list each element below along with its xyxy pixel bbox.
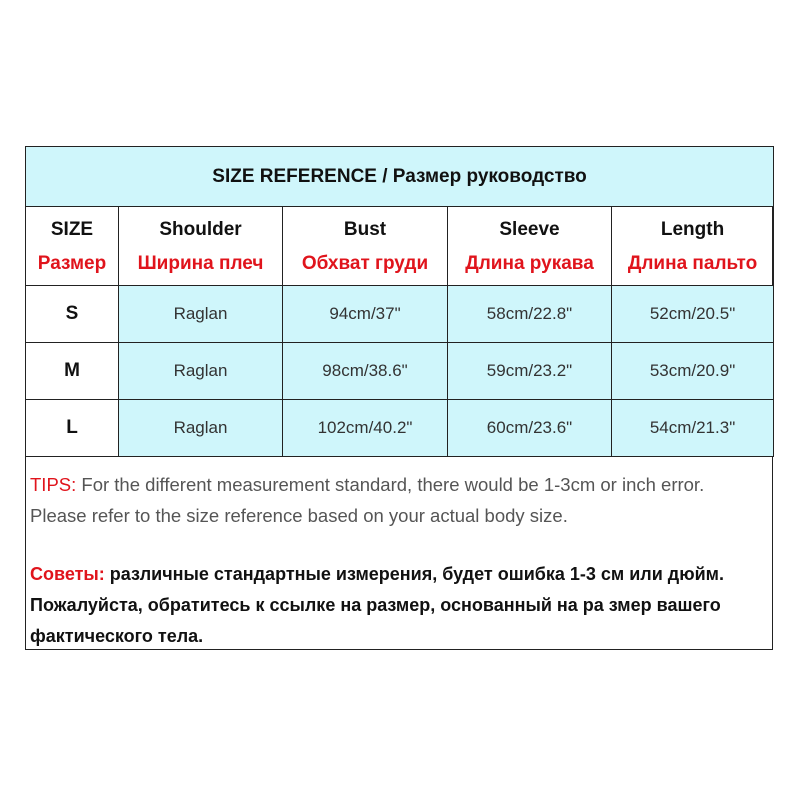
cell-shoulder: Raglan — [119, 400, 283, 457]
cell-shoulder: Raglan — [119, 286, 283, 343]
cell-sleeve: 59cm/23.2" — [448, 343, 612, 400]
table-title-row — [26, 147, 774, 207]
cell-length: 52cm/20.5" — [612, 286, 774, 343]
header-bust: Bust — [283, 207, 448, 248]
size-reference-table — [25, 146, 774, 457]
header-shoulder: Shoulder — [119, 207, 283, 248]
tips-text: For the different measurement standard, there would be 1-3cm or inch error. Please refer to the size reference based on your actual body size. — [30, 474, 705, 526]
cell-size: L — [26, 400, 119, 457]
header-sleeve: Sleeve — [448, 207, 612, 248]
cell-size: M — [26, 343, 119, 400]
cell-bust: 102cm/40.2" — [283, 400, 448, 457]
table-row — [26, 286, 774, 343]
sovety-text: различные стандартные измерения, будет ошибка 1-3 см или дюйм. Пожалуйста, обратитесь к ссылке на размер, основанный на ра змер вашего фактического тела. — [30, 564, 724, 646]
cell-bust: 94cm/37" — [283, 286, 448, 343]
cell-size: S — [26, 286, 119, 343]
cell-length: 53cm/20.9" — [612, 343, 774, 400]
table-row — [26, 400, 774, 457]
sovety-label: Советы: — [30, 564, 105, 584]
tips-label: TIPS: — [30, 474, 77, 495]
table-row — [26, 343, 774, 400]
cell-shoulder: Raglan — [119, 343, 283, 400]
tips-note — [30, 469, 765, 531]
header-size: SIZE — [26, 207, 119, 248]
cell-sleeve: 60cm/23.6" — [448, 400, 612, 457]
header-sleeve-ru: Длина рукава — [448, 247, 612, 286]
cell-length: 54cm/21.3" — [612, 400, 774, 457]
header-length: Length — [612, 207, 774, 248]
table-title: SIZE REFERENCE / Размер руководство — [26, 147, 774, 207]
header-row-english — [26, 207, 774, 248]
sovety-note — [30, 559, 770, 652]
cell-sleeve: 58cm/22.8" — [448, 286, 612, 343]
cell-bust: 98cm/38.6" — [283, 343, 448, 400]
header-row-russian — [26, 247, 774, 286]
header-shoulder-ru: Ширина плеч — [119, 247, 283, 286]
header-size-ru: Размер — [26, 247, 119, 286]
size-chart — [25, 146, 773, 650]
header-length-ru: Длина пальто — [612, 247, 774, 286]
header-bust-ru: Обхват груди — [283, 247, 448, 286]
